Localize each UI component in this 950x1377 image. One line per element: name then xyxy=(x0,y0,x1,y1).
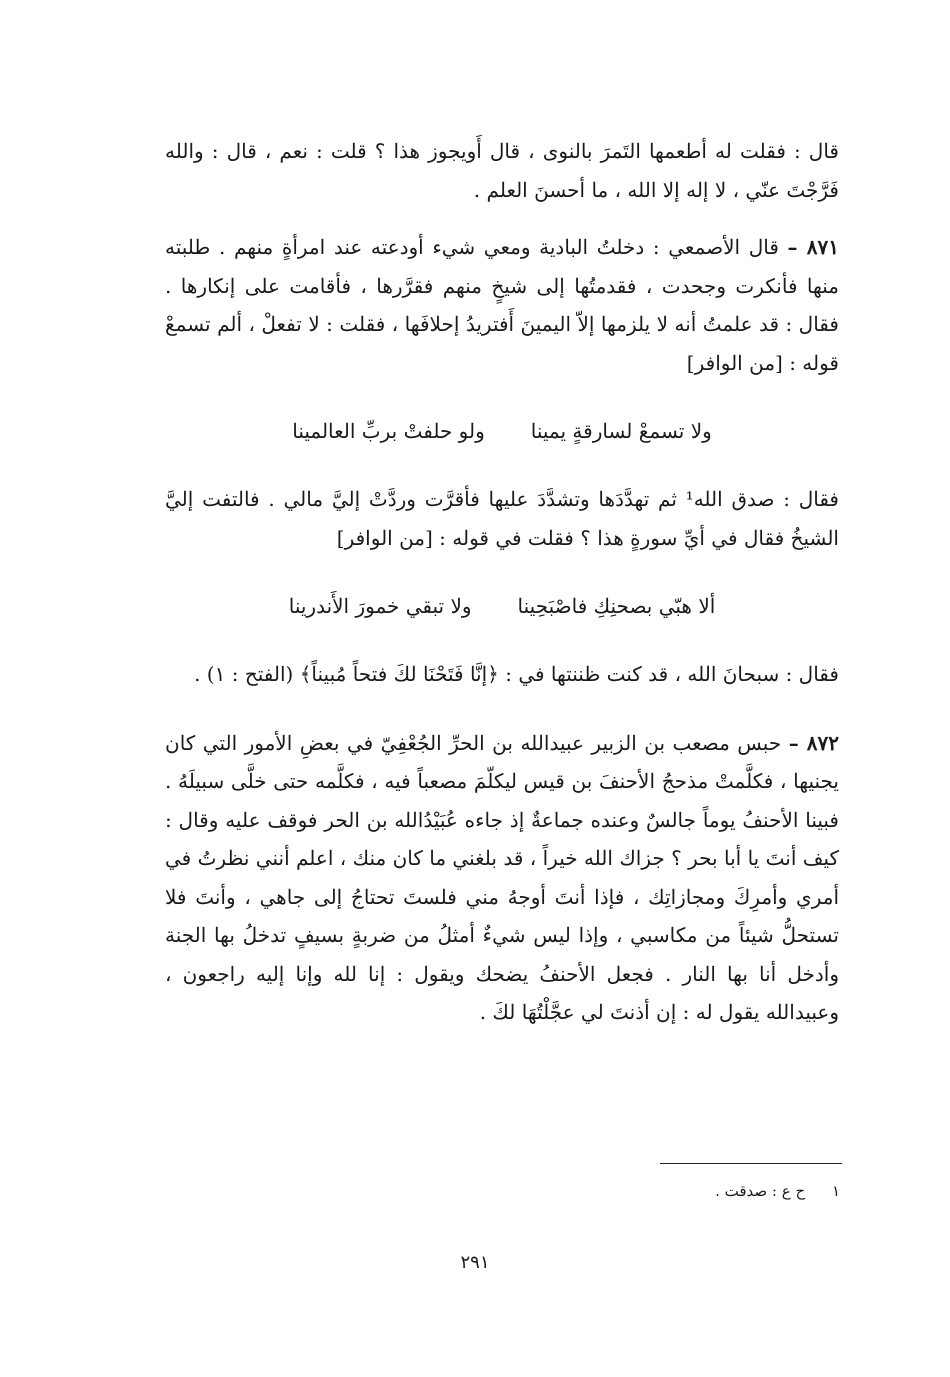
paragraph-3: فقال : صدق الله¹ ثم تهدَّدَها وتشدَّدَ عليها فأقرَّت وردَّتْ إليَّ مالي . فالتفت إليَّ الشيخُ فقال في أيِّ سورةٍ هذا ؟ فقلت في قوله : [من الوافر] xyxy=(165,487,839,550)
footnote-divider xyxy=(660,1163,842,1164)
entry-number-871: ٨٧١ – xyxy=(787,235,840,259)
verse-2-second-hemistich: ولا تبقي خمورَ الأَندرينا xyxy=(288,594,472,618)
verse-1 xyxy=(165,412,839,450)
verse-1-second-hemistich: ولو حلفتْ بربِّ العالمينا xyxy=(292,419,485,443)
footnote xyxy=(440,1182,840,1200)
page-body xyxy=(165,132,839,1032)
verse-2 xyxy=(165,587,839,625)
verse-2-first-hemistich: ألا هبّي بصحنِكِ فاصْبَحِينا xyxy=(517,594,716,618)
footnote-text: ح ع : صدقت . xyxy=(715,1182,806,1200)
footnote-number: ١ xyxy=(831,1182,840,1200)
paragraph-871 xyxy=(165,228,839,382)
paragraph-872 xyxy=(165,724,839,1032)
paragraph-1: قال : فقلت له أطعمها التَمرَ بالنوى ، قال أَويجوز هذا ؟ قلت : نعم ، قال : والله فَرَّجْتَ عنّي ، لا إله إلا الله ، ما أحسنَ العلم . xyxy=(165,139,839,202)
page-number: ٢٩١ xyxy=(460,1252,490,1273)
verse-1-first-hemistich: ولا تسمعْ لسارقةٍ يمينا xyxy=(530,419,712,443)
paragraph-872-text: حبس مصعب بن الزبير عبيدالله بن الحرِّ الجُعْفِيّ في بعضِ الأمور التي كان يجنيها ، فكلَّمتْ مذحجُ الأحنفَ بن قيس ليكلّمَ مصعباً فيه ، فكلَّمه حتى خلَّى سبيلَهُ . فبينا الأحنفُ يوماً جالسٌ وعنده جماعةٌ إذ جاءه عُبَيْدُالله بن الحر فوقف عليه وقال : كيف أنتَ يا أبا بحر ؟ جزاك الله خيراً ، قد بلغني ما كان منك ، اعلم أنني نظرتُ في أمري وأمرِكَ ومجازاتِك ، فإذا أنتَ أوجهُ مني فلستَ تحتاجُ إلى جاهي ، وأنتَ فلا تستحلُّ شيئاً من مكاسبي ، وإذا ليس شيءٌ أمثلُ من ضربةٍ بسيفٍ تدخلُ بها الجنة وأدخل أنا بها النار . فجعل الأحنفُ يضحك ويقول : إنا لله وإنا إليه راجعون ، وعبيدالله يقول له : إن أذنتَ لي عجَّلْتُهَا لكَ . xyxy=(165,730,839,1024)
paragraph-871-text: قال الأصمعي : دخلتُ البادية ومعي شيء أودعته عند امرأةٍ منهم . طلبته منها فأنكرت وجحدت ، فقدمتُها إلى شيخٍ منهم فقرَّرها ، فأقامت على إنكارها . فقال : قد علمتُ أنه لا يلزمها إلاّ اليمينَ أَفتريدُ إحلافَها ، فقلت : لا تفعلْ ، ألم تسمعْ قوله : [من الوافر] xyxy=(165,235,839,375)
entry-number-872: ٨٧٢ – xyxy=(788,730,840,755)
paragraph-4: فقال : سبحانَ الله ، قد كنت ظننتها في : ﴿إنَّا فَتَحْنَا لكَ فتحاً مُبيناً﴾ (الفتح : ١) . xyxy=(194,662,839,686)
